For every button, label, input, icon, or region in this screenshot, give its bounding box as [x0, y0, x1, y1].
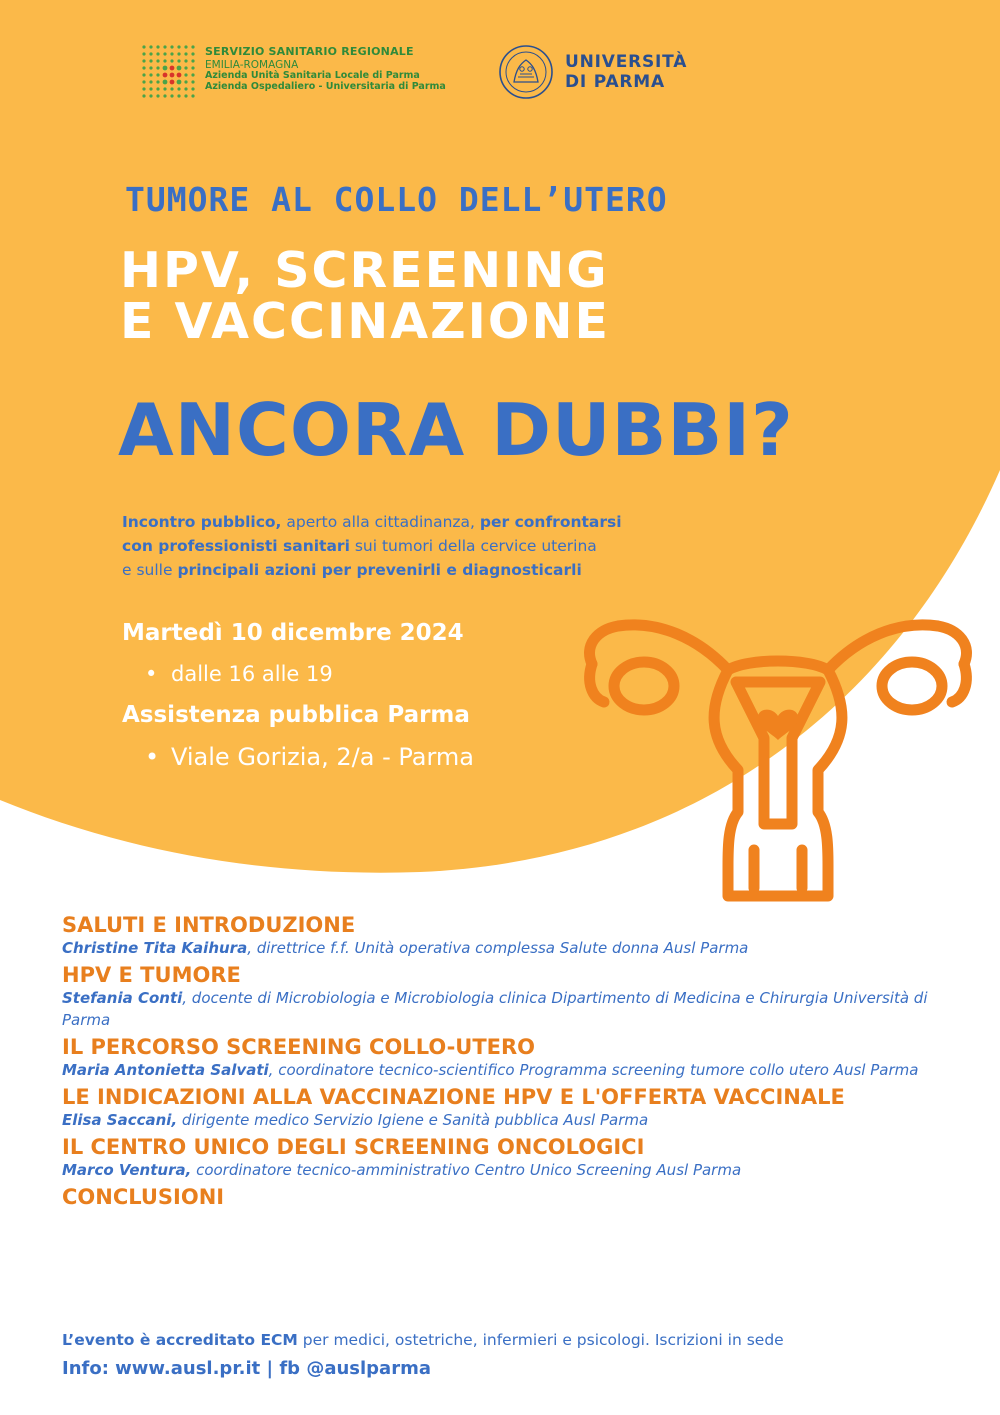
logo-dot [156, 94, 159, 97]
intro-bold-4: principali azioni per prevenirli e diagnosticarli [177, 561, 582, 580]
speaker-role: , docente di Microbiologia e Microbiologia clinica Dipartimento di Medicina e Chirurgia Università di Parma [62, 989, 928, 1029]
speaker-role: coordinatore tecnico-amministrativo Centro Unico Screening Ausl Parma [191, 1161, 742, 1179]
logo-dot [149, 45, 152, 48]
logo-dot [163, 66, 168, 71]
logo-dot [191, 59, 194, 62]
speaker-role: , coordinatore tecnico-scientifico Programma screening tumore collo utero Ausl Parma [268, 1061, 919, 1079]
ecm-bold: L’evento è accreditato ECM [62, 1331, 298, 1349]
logo-dot [163, 73, 168, 78]
logo-dot [184, 73, 187, 76]
logo-dot [149, 94, 152, 97]
logo-dot [184, 59, 187, 62]
speaker-name: Elisa Saccani, [62, 1111, 178, 1129]
program-item [62, 1084, 962, 1132]
logo-dot [156, 87, 159, 90]
logo-dot [142, 45, 145, 48]
logo-dot [184, 94, 187, 97]
program-item-speaker [62, 1110, 962, 1132]
ssr-line4: Azienda Ospedaliero - Universitaria di Parma [205, 80, 446, 92]
program-item-title: SALUTI E INTRODUZIONE [62, 913, 356, 937]
ecm-note [62, 1328, 962, 1353]
main-title-line2: E VACCINAZIONE [120, 293, 611, 351]
ecm-rest: per medici, ostetriche, infermieri e psicologi. Iscrizioni in sede [297, 1331, 784, 1349]
logo-dot [170, 59, 173, 62]
event-place: Assistenza pubblica Parma [122, 702, 470, 728]
speaker-role: , direttrice f.f. Unità operativa complessa Salute donna Ausl Parma [247, 939, 749, 958]
intro-bold-2: per confrontarsi [479, 513, 622, 531]
logo-dot [142, 66, 145, 69]
logo-dot [149, 87, 152, 90]
logo-dot [156, 59, 159, 62]
event-address [145, 743, 474, 771]
dot-grid-icon [140, 43, 198, 101]
event-time-text: dalle 16 alle 19 [171, 662, 333, 686]
logo-dot [184, 80, 187, 83]
logo-dot [170, 94, 173, 97]
logo-dot [142, 87, 145, 90]
logo-dot [163, 94, 166, 97]
university-seal-icon [498, 44, 554, 100]
program-item [62, 1134, 962, 1182]
logo-dot [191, 87, 194, 90]
event-time [145, 662, 333, 686]
speaker-role: dirigente medico Servizio Igiene e Sanità pubblica Ausl Parma [177, 1111, 649, 1129]
bullet-icon: • [145, 662, 158, 686]
logo-dot [177, 59, 180, 62]
logo-dot [156, 66, 159, 69]
logo-dot [191, 94, 194, 97]
program-item [62, 1034, 962, 1082]
logo-dot [149, 59, 152, 62]
logo-dot [149, 66, 152, 69]
logo-dot [142, 73, 145, 76]
logo-dot [191, 45, 194, 48]
logo-dot [163, 87, 166, 90]
ssr-line3: Azienda Unità Sanitaria Locale di Parma [205, 69, 420, 81]
logo-dot [142, 80, 145, 83]
intro-bold-1: Incontro pubblico, [122, 513, 282, 531]
logo-dot [156, 80, 159, 83]
logo-dot [142, 94, 145, 97]
program-item-title: IL PERCORSO SCREENING COLLO-UTERO [62, 1034, 536, 1059]
logo-dot [191, 52, 194, 55]
program-item [62, 1184, 962, 1210]
logo-dot [142, 59, 145, 62]
intro-text-3: e sulle [122, 561, 178, 580]
logo-dot [170, 87, 173, 90]
speaker-name: Marco Ventura, [62, 1161, 192, 1179]
uterus-icon [578, 598, 978, 908]
program-item-speaker [62, 1060, 962, 1082]
program-item [62, 962, 962, 1032]
logo-dot [191, 73, 194, 76]
logo-dot [191, 66, 194, 69]
bullet-icon: • [145, 743, 160, 771]
logo-dot [177, 87, 180, 90]
program-list [62, 910, 962, 1210]
logo-dot [177, 66, 182, 71]
info-line: Info: www.ausl.pr.it | fb @auslparma [62, 1357, 431, 1379]
program-item-title: IL CENTRO UNICO DEGLI SCREENING ONCOLOGICI [62, 1134, 645, 1159]
logo-dot [177, 80, 182, 85]
program-item-speaker [62, 938, 962, 960]
program-item-title: HPV E TUMORE [62, 963, 241, 987]
intro-text-1: aperto alla cittadinanza, [281, 513, 480, 531]
logo-dot [163, 80, 168, 85]
speaker-name: Stefania Conti [62, 989, 183, 1008]
intro-bold-3: con professionisti sanitari [122, 537, 350, 556]
logo-dot [184, 45, 187, 48]
logo-dot [170, 66, 175, 71]
main-title [120, 242, 611, 351]
logo-dot [184, 66, 187, 69]
event-date: Martedì 10 dicembre 2024 [122, 620, 464, 646]
speaker-name: Christine Tita Kaihura [62, 939, 248, 958]
program-item-speaker [62, 1160, 962, 1182]
university-logo-text [565, 53, 687, 92]
logo-dot [191, 80, 194, 83]
headline-question: ANCORA DUBBI? [118, 388, 794, 472]
logo-dot [149, 80, 152, 83]
logo-dot [149, 73, 152, 76]
logo-dot [170, 52, 173, 55]
logo-dot [163, 52, 166, 55]
intro-paragraph [122, 510, 722, 582]
program-item-title: CONCLUSIONI [62, 1184, 225, 1209]
ssr-logo-text [205, 46, 446, 93]
logo-dot [177, 94, 180, 97]
logo-dot [184, 52, 187, 55]
unipr-line1: UNIVERSITÀ [565, 52, 688, 72]
main-title-line1: HPV, SCREENING [120, 242, 609, 299]
program-item-speaker [62, 988, 962, 1032]
logo-dot [149, 52, 152, 55]
footer [62, 1328, 962, 1384]
logo-dot [177, 45, 180, 48]
logo-dot [163, 59, 166, 62]
logo-dot [177, 52, 180, 55]
ssr-line2: EMILIA-ROMAGNA [205, 58, 299, 71]
program-item-title: LE INDICAZIONI ALLA VACCINAZIONE HPV E L'OFFERTA VACCINALE [62, 1084, 845, 1109]
event-address-text: Viale Gorizia, 2/a - Parma [171, 743, 474, 771]
logo-dot [156, 45, 159, 48]
logo-dot [163, 45, 166, 48]
logo-dot [184, 87, 187, 90]
intro-text-2: sui tumori della cervice uterina [349, 537, 597, 556]
unipr-line2: DI PARMA [565, 71, 665, 92]
logo-dot [156, 52, 159, 55]
pre-title: TUMORE AL COLLO DELL’UTERO [125, 180, 668, 219]
logo-dot [156, 73, 159, 76]
logo-dot [170, 45, 173, 48]
logo-dot [170, 80, 175, 85]
program-item [62, 912, 962, 960]
speaker-name: Maria Antonietta Salvati [62, 1061, 269, 1079]
logo-dot [177, 73, 182, 78]
logo-dot [170, 73, 175, 78]
ssr-line1: SERVIZIO SANITARIO REGIONALE [205, 45, 414, 58]
logo-dot [142, 52, 145, 55]
